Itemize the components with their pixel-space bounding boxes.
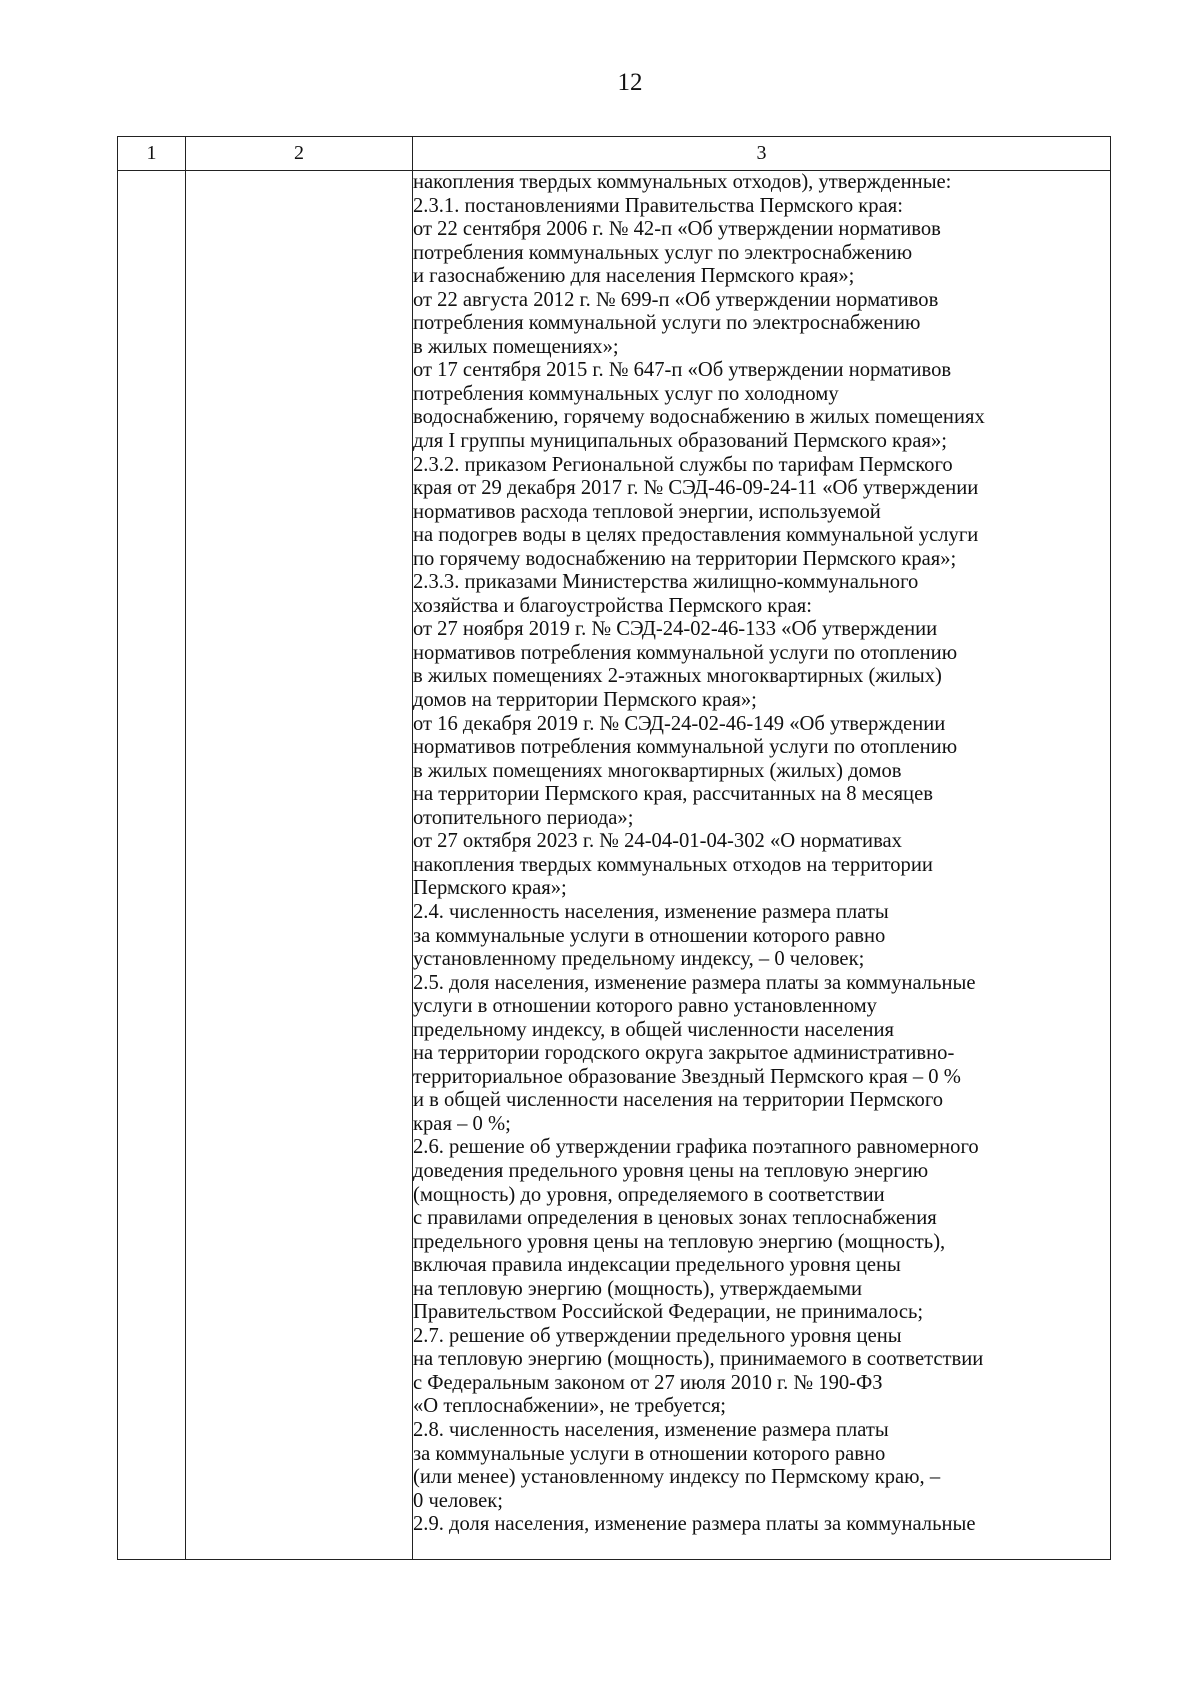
text-line: Правительством Российской Федерации, не принималось; (413, 1301, 924, 1324)
text-line: с правилами определения в ценовых зонах теплоснабжения (413, 1207, 937, 1230)
text-line: услуги в отношении которого равно установленному (413, 995, 877, 1018)
text-line: предельному индексу, в общей численности населения (413, 1018, 894, 1041)
text-line: от 27 ноября 2019 г. № СЭД-24-02-46-133 «Об утверждении (413, 618, 938, 641)
text-line: 2.8. численность населения, изменение размера платы (413, 1418, 889, 1441)
column-1-cell (118, 171, 186, 1560)
text-line: 2.9. доля населения, изменение размера платы за коммунальные (413, 1513, 976, 1536)
text-line: на территории Пермского края, рассчитанных на 8 месяцев (413, 783, 933, 806)
text-line: предельного уровня цены на тепловую энергию (мощность), (413, 1230, 946, 1253)
text-line: на подогрев воды в целях предоставления коммунальной услуги (413, 524, 979, 547)
text-line: «О теплоснабжении», не требуется; (413, 1395, 727, 1418)
text-line: водоснабжению, горячему водоснабжению в жилых помещениях (413, 406, 985, 429)
text-line: и в общей численности населения на территории Пермского (413, 1089, 944, 1112)
text-line: (или менее) установленному индексу по Пермскому краю, – (413, 1466, 941, 1489)
text-line: 2.6. решение об утверждении графика поэтапного равномерного (413, 1136, 979, 1159)
text-line: доведения предельного уровня цены на тепловую энергию (413, 1159, 929, 1182)
text-line: по горячему водоснабжению на территории Пермского края»; (413, 547, 957, 570)
text-line: от 22 августа 2012 г. № 699-п «Об утверждении нормативов (413, 288, 939, 311)
text-line: от 16 декабря 2019 г. № СЭД-24-02-46-149 «Об утверждении (413, 712, 946, 735)
text-line: в жилых помещениях 2-этажных многоквартирных (жилых) (413, 665, 942, 688)
text-line: хозяйства и благоустройства Пермского края: (413, 594, 812, 617)
text-line: включая правила индексации предельного уровня цены (413, 1254, 901, 1277)
text-line: от 17 сентября 2015 г. № 647-п «Об утверждении нормативов (413, 359, 952, 382)
text-line: и газоснабжению для населения Пермского края»; (413, 265, 855, 288)
text-line: от 22 сентября 2006 г. № 42-п «Об утверждении нормативов (413, 218, 941, 241)
text-line: территориальное образование Звездный Пермского края – 0 % (413, 1065, 961, 1088)
text-line: 2.3.2. приказом Региональной службы по тарифам Пермского (413, 453, 953, 476)
document-table (117, 136, 1111, 1560)
column-2-cell (186, 171, 413, 1560)
text-line: потребления коммунальных услуг по электроснабжению (413, 241, 913, 264)
text-line: потребления коммунальной услуги по электроснабжению (413, 312, 921, 335)
text-line: нормативов потребления коммунальной услуги по отоплению (413, 736, 958, 759)
text-line: 2.3.1. постановлениями Правительства Пермского края: (413, 194, 903, 217)
text-line: 2.7. решение об утверждении предельного уровня цены (413, 1324, 902, 1347)
text-line: 2.4. численность населения, изменение размера платы (413, 900, 889, 923)
text-line: накопления твердых коммунальных отходов), утвержденные: (413, 171, 952, 193)
text-line: от 27 октября 2023 г. № 24-04-01-04-302 «О нормативах (413, 830, 902, 853)
text-line: потребления коммунальных услуг по холодному (413, 382, 839, 405)
text-line: накопления твердых коммунальных отходов на территории (413, 853, 933, 876)
text-line: для I группы муниципальных образований Пермского края»; (413, 430, 947, 453)
column-header-3: 3 (413, 137, 1111, 171)
text-line: 0 человек; (413, 1489, 503, 1512)
text-line: с Федеральным законом от 27 июля 2010 г. № 190-ФЗ (413, 1371, 883, 1394)
text-line: (мощность) до уровня, определяемого в соответствии (413, 1183, 885, 1206)
column-header-1: 1 (118, 137, 186, 171)
text-line: нормативов расхода тепловой энергии, используемой (413, 500, 881, 523)
column-header-2: 2 (186, 137, 413, 171)
text-line: на территории городского округа закрытое административно- (413, 1042, 955, 1065)
text-line: отопительного периода»; (413, 806, 634, 829)
text-line: за коммунальные услуги в отношении которого равно (413, 924, 886, 947)
column-3-text-cell (413, 171, 1111, 1560)
table-header-row (118, 137, 1111, 171)
text-line: нормативов потребления коммунальной услуги по отоплению (413, 641, 958, 664)
text-line: за коммунальные услуги в отношении которого равно (413, 1442, 886, 1465)
text-line: края от 29 декабря 2017 г. № СЭД-46-09-24-11 «Об утверждении (413, 477, 979, 500)
text-line: домов на территории Пермского края»; (413, 689, 757, 712)
text-line: края – 0 %; (413, 1112, 511, 1135)
table-row (118, 171, 1111, 1560)
text-line: на тепловую энергию (мощность), утверждаемыми (413, 1277, 862, 1300)
text-line: в жилых помещениях»; (413, 335, 619, 358)
text-line: Пермского края»; (413, 877, 567, 900)
page-number: 12 (617, 69, 643, 96)
text-line: на тепловую энергию (мощность), принимаемого в соответствии (413, 1348, 984, 1371)
text-line: установленному предельному индексу, – 0 человек; (413, 948, 865, 971)
text-line: 2.5. доля населения, изменение размера платы за коммунальные (413, 971, 976, 994)
text-line: в жилых помещениях многоквартирных (жилых) домов (413, 759, 902, 782)
text-line: 2.3.3. приказами Министерства жилищно-коммунального (413, 571, 919, 594)
